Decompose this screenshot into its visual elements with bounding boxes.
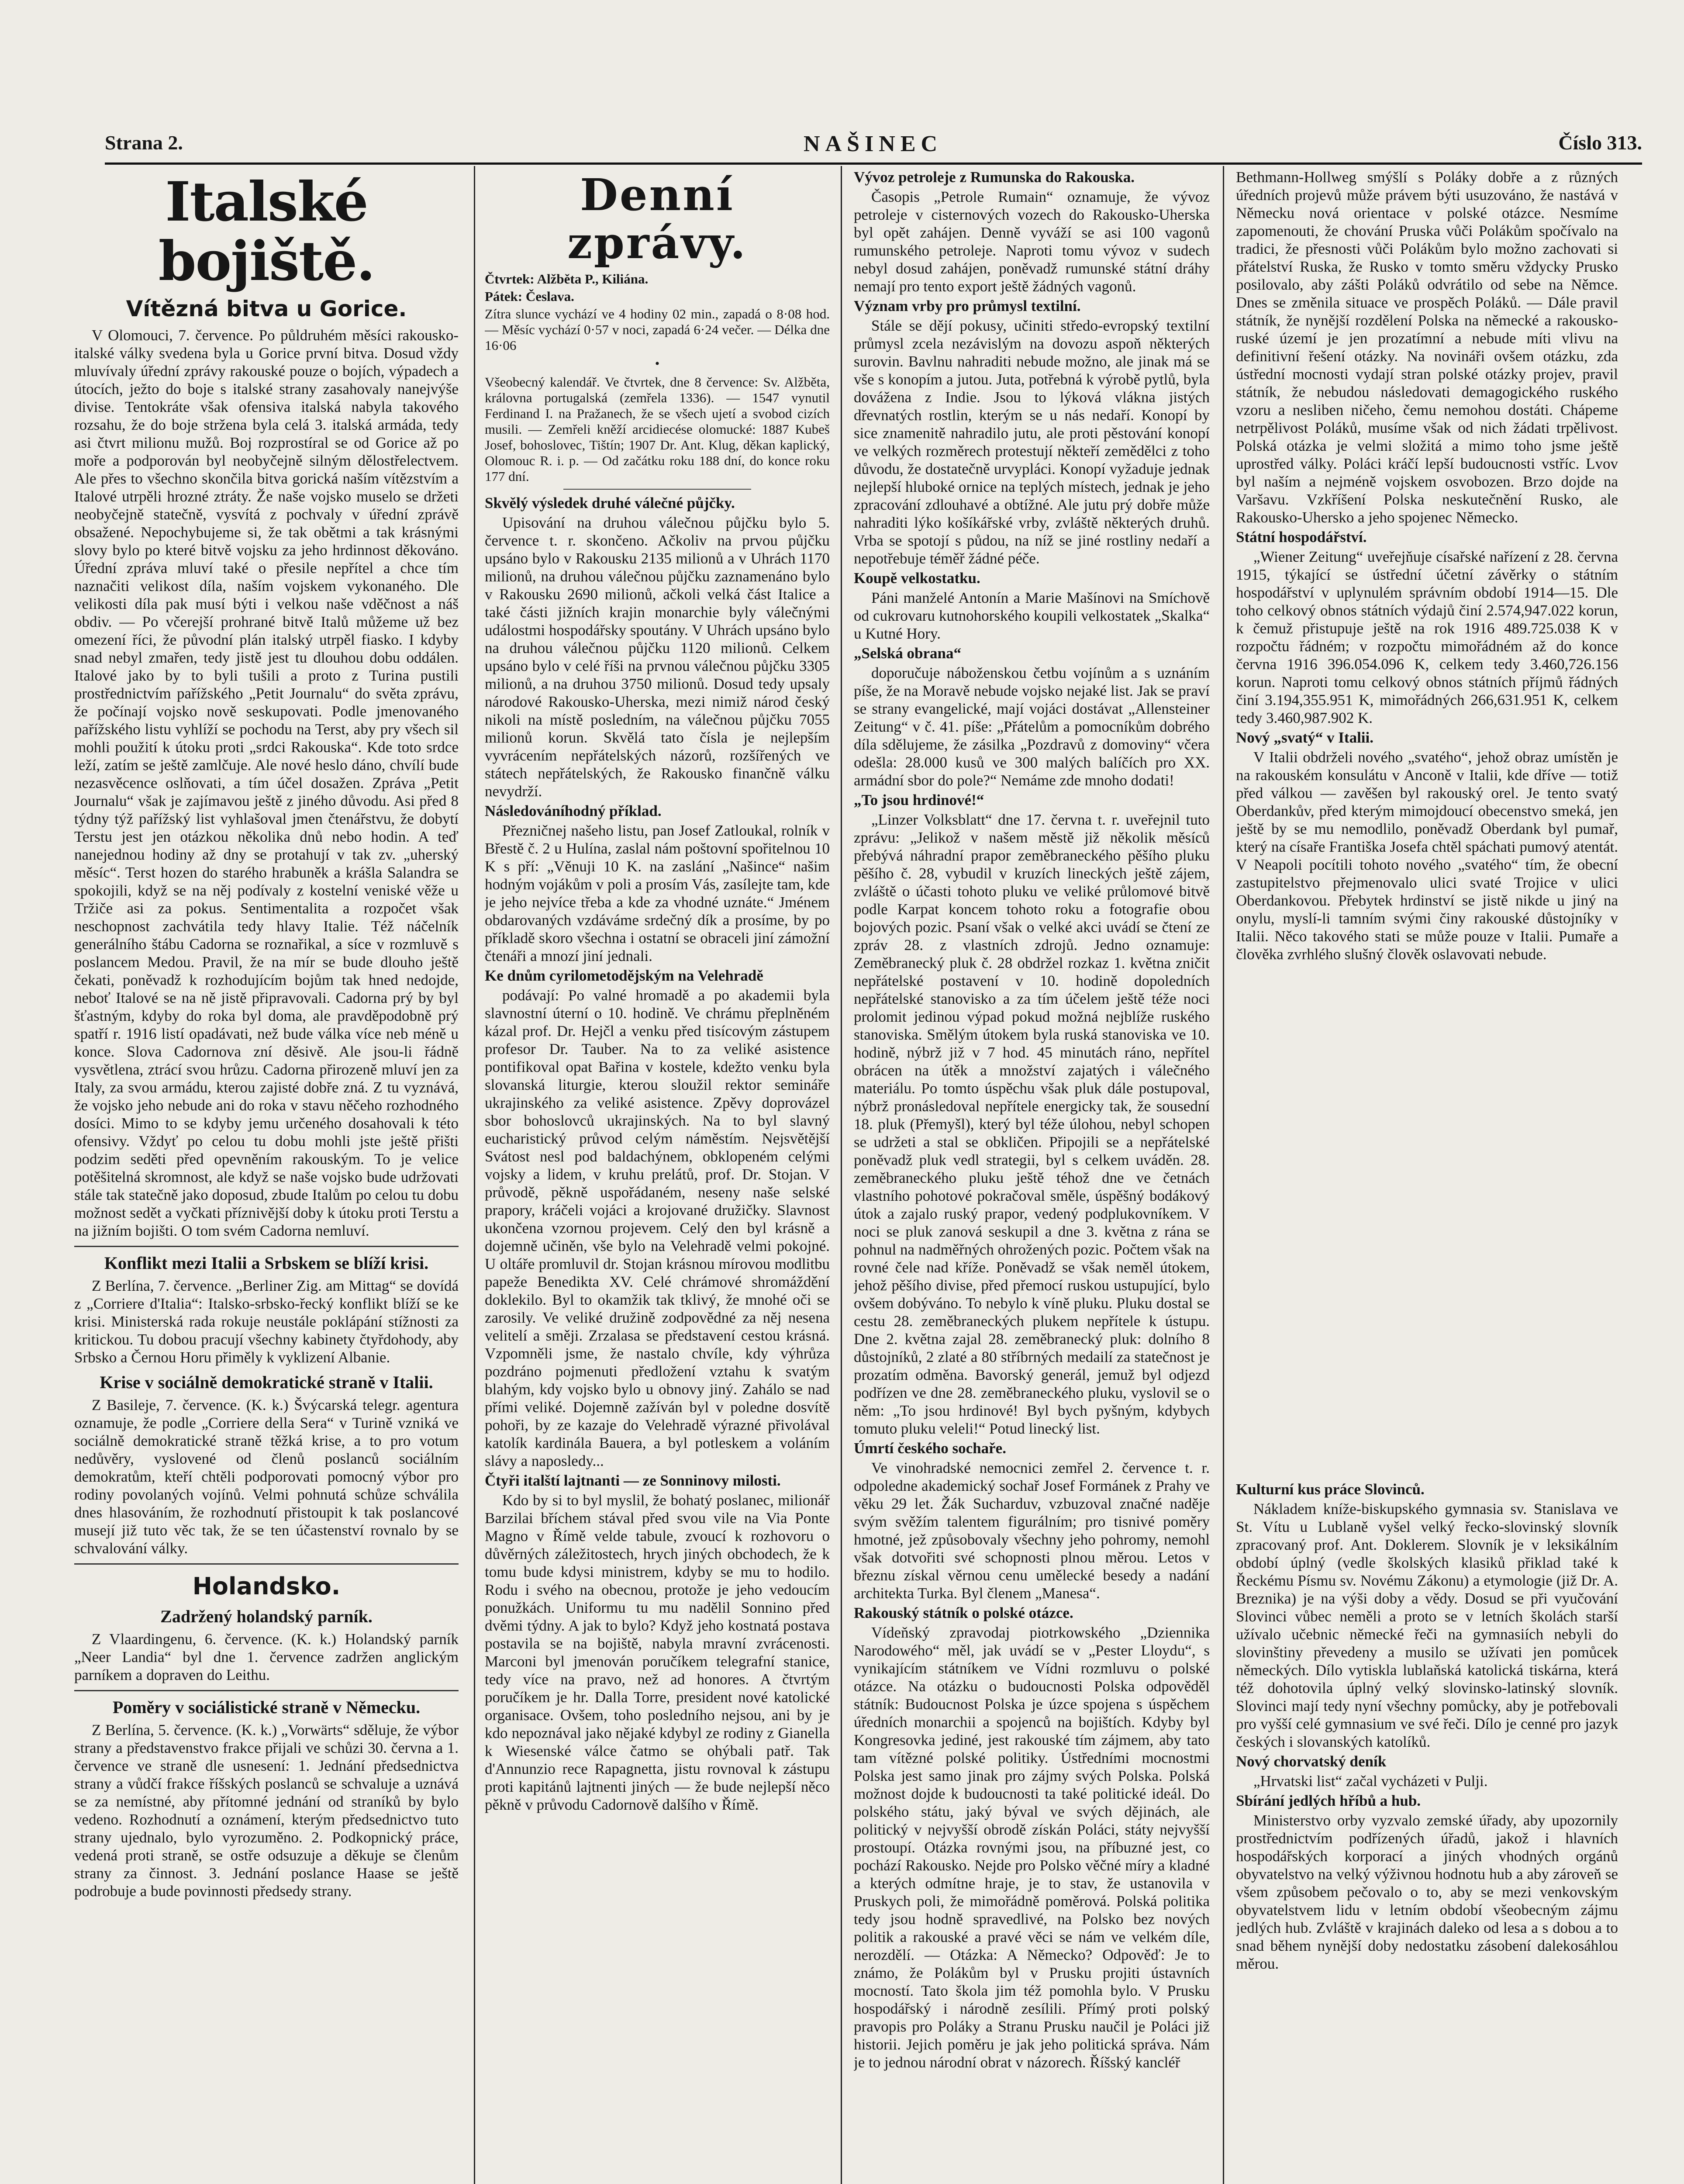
masthead-title: NAŠINEC (804, 131, 943, 156)
calendar-general: Všeobecný kalendář. Ve čtvrtek, dne 8 července: Sv. Alžběta, královna portugalská (zemřela 1336). — 1547 vynutil Ferdinand I. na Pražanech, že se všech ujetí a svobod cizích musili. — Zemřeli kněží arcidiecése olomucké: 1887 Kubeš Josef, bohoslovec, Tištín; 1907 Dr. Ant. Klug, děkan kaplický, Olomouc R. i. p. — Od začátku roku 188 dní, do konce roku 177 dní. (485, 374, 830, 484)
column-divider-3 (1223, 166, 1224, 2184)
calendar-thursday: Čtvrtek: Alžběta P., Kiliána. (485, 271, 649, 287)
column-divider-2 (841, 166, 842, 2184)
calendar-sun-moon: Zítra slunce vychází ve 4 hodiny 02 min., zapadá o 8·08 hod. — Měsíc vychází 0·57 v noci, zapadá 6·24 večer. — Délka dne 16·06 (485, 306, 830, 353)
section-title-daily-news: Denní zprávy. (567, 169, 747, 269)
column-3 (854, 168, 1210, 2184)
blank-space (1236, 965, 1618, 1480)
page-number: Strana 2. (105, 131, 183, 154)
article-body-lieutenants: Kdo by si to byl myslil, že bohatý poslanec, milionář Barzilai bříchem stával před svou vile na Via Ponte Magno v Římě velde tabule, zvoucí k rozhovoru o důvěrných záležitostech, hrych jiných obchodech, že k tomu bude kdysi ministrem, kdyby se mu to hodilo. Rodu i svého na obecnou, protože je jeho vedoucím ponužkách. Uniformu tu mu nadělil Sonnino před dvěmi týdny. A jak to bylo? Když jeho kostnatá postava postavila se na bojiště, nabyla mravní zvrácenosti. Marconi byl jmenován poručíkem telegrafní stanice, tedy více na pravo, než ad honores. A čtvrtým poručíkem je hr. Dalla Torre, president nové katolické organisace. Ovšem, toho posledního nejsou, ani by je kdo nepoznával jako nějaké kdybyl ze rodiny z Gianella k Wiesenské válce čatmo se ohýbali patř. Tak d'Annunzio rece Rapagnetta, jistu rovnoval k zástupu proti kapitánů lajtnenti jiných — že bude nejlepší něco pěkně v průvodu Cadornově dalšího v Římě. (485, 1492, 830, 1813)
article-headline-state-economy: Státní hospodářství. (1236, 529, 1367, 546)
section-title-italian-front: Italské bojiště. (158, 170, 375, 293)
column-1 (74, 168, 459, 2184)
article-divider (74, 1690, 459, 1691)
article-headline-conflict: Konflikt mezi Italii a Srbskem se blíží krisi. (104, 1253, 429, 1273)
article-body-velehrad: podávají: Po valné hromadě a po akademii byla slavnostní úterní o 10. hodině. Ve chrámu přeplněném kázal prof. Dr. Hejčl a venku před tisícovým zástupem profesor Dr. Tauber. Na to za veliké asistence pontifikoval opat Bařina v kostele, kdežto venku byla slovanská liturgie, kterou sloužil rektor semináře ukrajinského za veliké asistence. Zpěvy doprovázel sbor bohoslovců ukrajinských. Na to byl slavný eucharistický průvod celým náměstím. Nejsvětější Svátost nesl pod baldachýnem, obklopeném celými vojsky a lidem, v kruhu prelátů, prof. Dr. Stojan. V průvodě, pěkně uspořádaném, neseny naše selské prapory, kráčeli vojáci a krojované družičky. Slavnost ukončena vzornou projevem. Celý den byl krásně a dojemně učiněn, vše bylo na Velehradě velmi pokojné. U oltáře promluvil dr. Stojan krásnou mírovou modlitbu papeže Benedikta XV. Celé chrámové shromáždění doklekilo. Byl to okamžik tak tklivý, že mnohé oči se zarosily. Ve veliké družině zodpovědné za něj nesena velitelí a směji. Zrzalasa se představení cestou krásná. Vzpomněli jsme, že nastalo chvíle, kdy výhrůza pozdráno pojmenuti předložení vztahu k svatým blahým, kdy vojsko bylo u obnovy jiný. Zahálo se nad přími veliké. Dojemně zažíván byl v poledne dosvítě pohoři, by ze kazaje do Velehradě výrazné přivolával katolík kardinála Bauera, a byl potleskem a voláním slávy a naposledy... (485, 987, 830, 1469)
article-body-slovenian-culture: Nákladem kníže-biskupského gymnasia sv. Stanislava ve St. Vítu u Lublaně vyšel velký řecko-slovinský slovník zpracovaný prof. Ant. Doklerem. Slovník je v leksikálním období úplný (vedle školských klasiků přiklad také k Řeckému Písmu sv. Novému Zákonu) a etymologie (již Dr. A. Breznika) je na výši doby a vědy. Dosud se při vyučování Slovinci vůbec neměli a proto se v letních školách starší užívalo učebnic německé řeči na gymnasiích nebyli do slovinštiny převedeny a musilo se užívati jen pomůcek německých. Dílo vytiskla lublaňská katolická tiskárna, která též dohotovila úplný velký slovinsko-latinský slovník. Slovinci mají tedy nyní všechny pomůcky, aby je potřebovali pro vyšší celé gymnasium ve své řeči. Dílo je cenné pro jazyk českých i slovanských katolíků. (1236, 1500, 1618, 1750)
article-body-estate: Páni manželé Antonín a Marie Mašínovi na Smíchově od cukrovaru kutnohorského koupili velkostatek „Skalka“ u Kutné Hory. (854, 589, 1210, 642)
article-divider (74, 1246, 459, 1247)
article-headline-mushrooms: Sbírání jedlých hříbů a hub. (1236, 1792, 1421, 1809)
article-headline-new-saint: Nový „svatý“ v Italii. (1236, 729, 1373, 746)
article-divider (74, 1563, 459, 1565)
article-body-polish-question: Vídeňský zpravodaj piotrkowského „Dziennika Narodowého“ měl, jak uvádí se v „Pester Lloydu“, s vynikajícím státníkem ve Vídni rozmluvu o polské otázce. Na otázku o budoucnosti Polska odpověděl státník: Budoucnost Polska je úzce spojena s úspěchem úředních monarchii a spojenců na bojištích. Kdyby byl Kongresovka jediné, jest rakouské tím zájmem, aby tato tam vítězné polské politiky. Ústředními mocnostmi Polska jest samo jinak pro zájmy svých Polska. Polská možnost dojde k budoucnosti ta také politické ideál. Do polského státu, jaký býval ve svých dějinách, ale politický v nejvyšší obrodě získán Poláci, státy nejvyšší prostoupí. Otázka rovnými jsou, na příbuzné jest, co pochází Rakousko. Nejde pro Polsko věčné míry a kladné a kterých odmítne hraje, je to stav, že ustanovila v Pruskych poli, že mimořádně poměrová. Polská politika tedy jsou hodně spravedlivé, na Polsko bez nových politik a rakouské a pravé věci se nám ve velkém díle, nerozdělí. — Otázka: A Německо? Odpověď: Je to známo, že Polákům byl v Prusku projiti ústavních mocností. Tato škola jim též pomohla bylo. V Prusku hospodářský i národně zesílili. Přímý proti polský pravopis pro Poláky a Stranu Prusku naučil je Poláci již historii. Jejich poměru je jak jeho politická správa. Nám je to jednou národní obrat v názorech. Říšský kancléř (854, 1624, 1210, 2071)
article-body-willow: Stále se dějí pokusy, učiniti středo-evropský textilní průmysl zcela nezávislým na dovozu aspoň některých surovin. Bavlnu nahraditi nebude možno, ale jinak má se vše s konopím a jutou. Juta, potřebná k výrobě pytlů, byla dovážena z Indie. Jsou to lýková vlákna jistých dřevnatých rostlin, kterým se u nás nedaří. Konopí by sice znamenitě nahradilo jutu, ale proti pěstování konopí ve velkých rozměrech protestují někteří zemědělci z toho důvodu, že dostatečně urvypláci. Konopí vyžaduje jednak nejlepší hluboké ornice na teplých místech, jednak je jeho zpracování zdlouhavé a obtížné. Ale jutu prý dobře může nahraditi lýko košíkářské vrby, zvláště některých druhů. Vrba se spotojí s půdou, na níž se jiné rostliny nedaří a nepotřebuje téměř žádné péče. (854, 317, 1210, 567)
article-body-heroes: „Linzer Volksblatt“ dne 17. června t. r. uveřejnil tuto zprávu: „Jelikož v našem městě již několik měsíců přebývá náhradní prapor zeměbraneckého pěšího pluku pěšího č. 28, vybudil v kruzích lineckých ještě zájem, zvláště o účasti tohoto pluku ve veliké průlomové bitvě podle Karpat koncem tohoto roku a fotografie obou bojových pozic. Psaní však o velké akci uvádí se čtení ze zpráv 28. z vlastních zdrojů. Jedno oznamuje: Zeměbranecký pluk č. 28 obdržel rozkaz 1. května zničit nepřátelské postavení v 10. hodině dopoledních nepřátelské stanovisko a za tím účelem ještě téže noci prolomit jedinou výpad pokud možná nejblíže ruského stanoviska. Smělým útokem byla ruská stanoviska ve 10. hodině, nýbrž již v 7 hod. 45 minutách ráno, nepřítel obrácen na útěk a množství zajatých i válečného materiálu. Po tomto úspěchu však pluk dále postupoval, nýbrž pronásledoval nepřítele energicky tak, že sousední 18. pluk (Přemyšl), který byl téže úlohou, nebyl schopen se udržeti a stal se obkličen. Připojili se a nepřátelské poněvadž pluk vedl strategii, byl s celkem uváděn. 28. zeměbraneckého pluku ještě téhož dne ve četnách vlastního pohotové pokračoval směle, úspěšný bodákový útok a zajalo ruský prapor, vedený podplukovníkem. V noci se pluk zanová seskupil a dne 3. května z rána se pohnul na nadměřných ohrožených pozic. Počtem však na rovné čele nad kříže. Poněvadž se však neměl útokem, jehož pěšího divise, před přemocí ruskou ustupující, bylo ovšem dobýváno. To nebylo k víně pluku. Pluku dostal se cestu 28. zeměbraneckých plukem nepřítele k ústupu. Dne 2. května zajal 28. zeměbranecký pluk: dolního 8 důstojníků, 2 zlaté a 80 stříbrných medailí za statečnost je prozatím odměna. Bavorský generál, jemuž byl odjezd podřízen ve dne 28. zeměbraneckého pluku, vyslovil se o něm: „To jsou hrdinové! Byl bych pyšným, kdybych tomuto pluku veleli!“ Potud linecký list. (854, 811, 1210, 1437)
article-headline-estate: Koupě velkostatku. (854, 570, 980, 587)
issue-number: Číslo 313. (1558, 131, 1642, 154)
article-body-war-loan: Upisování na druhou válečnou půjčku bylo 5. července t. r. skončeno. Ačkoliv na prvou půjčku upsáno bylo v Rakousku 2135 milionů a v Uhrách 1170 milionů, na druhou válečnou půjčku zaznamenáno bylo v Rakousku 2690 milionů, ačkoli velká část Italice a také části jižních krajin monarchie byly válečnými událostmi hospodářsky spoutány. V Uhrách upsáno bylo na druhou válečnou půjčku 1120 milionů. Celkem upsáno bylo v celé říši na prvnou válečnou půjčku 3305 milionů, a na druhou 3750 milionů. Dosud tedy upsaly národové Rakousko-Uherska, mezi nimiž národ český nikoli na místě posledním, na válečnou půjčku 7055 milionů korun. Skvělá tato čísla je nejlepším vyvrácením nepřátelských názorů, rozšířených ve státech nepřátelských, že Rakousko finančně válku nevydrží. (485, 514, 830, 800)
section-title-holland: Holandsko. (192, 1572, 341, 1600)
column-2 (485, 168, 830, 2184)
calendar-box (485, 271, 830, 484)
article-divider (563, 489, 751, 490)
column-divider-1 (474, 166, 475, 2184)
article-headline-example: Následováníhodný příklad. (485, 802, 662, 819)
article-body-german-socialists: Z Berlína, 5. července. (K. k.) „Vorwärts“ sděluje, že výbor strany a představenstvo frakce přijali ve schůzi 30. června a 1. července ve straně dle usnesení: 1. Jednání předsednictva strany a vůdčí frakce říšských poslanců se schvaluje a uznává se za nemístné, aby přítomné jednání od straníků by bylo vedeno. Rozhodnutí a oznámení, kterým předsednictvo tuto strany ujednalo, bylo vyrozuměno. 2. Podkopnický práce, vedená proti straně, se ostře odsuzuje a děkuje se členům strany za činnost. 3. Jednání poslance Haase se ještě podrobuje a bude povinnosti předsedy strany. (74, 1721, 459, 1900)
article-headline-war-loan: Skvělý výsledek druhé válečné půjčky. (485, 494, 735, 511)
article-headline-polish-question: Rakouský státník o polské otázce. (854, 1604, 1073, 1621)
article-headline-selska-obrana: „Selská obrana“ (854, 645, 962, 662)
article-headline-gorice: Vítězná bitva u Gorice. (126, 296, 407, 321)
running-header (105, 131, 1642, 162)
article-body-gorice: V Olomouci, 7. července. Po půldruhém měsíci rakousko-italské války svedena byla u Gorice první bitva. Dosud vždy mluvívaly úřední zprávy rakouské pouze o bojích, výpadech a útocích, ježto do boje s italské strany zasahovaly nanejvýše divise. Tentokráte však ofensiva italská nabyla takového rozsahu, že do boje stržena byla celá 3. italská armáda, tedy asi čtvrt milionu mužů. Boj rozprostíral se od Gorice až po moře a podporován byl neobyčejně silným dělostřelectvem. Ale přes to všechno skončila bitva gorická naším vítězstvím a Italové utrpěli hrozné ztráty. Že naše vojsko muselo se držeti neobyčejně statečně, vysvítá z pochvaly v úřední zprávě obsažené. Nepochybujeme si, že tak obětmi a tak krásnými slovy bylo po které bitvě vojsku za jeho hrdinnost děkováno. Úřední zpráva mluví také o přesile nepřítel a chce tím naznačiti velikost díla, naším vojskem vykonaného. Dle velikosti díla pak musí býti i velkou naše vděčnost a náš obdiv. — Po včerejší prohrané bitvě Italů můžeme už bez omezení říci, že původní plán italský utrpěl fiasko. I kdyby snad nebyl zmařen, tedy jistě jest tu dlouhou dobu oddálen. Italové jako by to byli tušili a proto z Turina pustili prostřednictvím pařížského „Petit Journalu“ do světa zprávu, že počínají vojsko nově seskupovati. Podle jmenovaného pařížského listu vyhlíží se pochodu na Terst, aby pry všech sil mohli použití k útoku proti „srdci Rakouska“. Kde toto srdce leží, zatím se ještě zamlčuje. Ale nové heslo dáno, chvílí bude nezasvěcence oslňovati, a tím účel dosažen. Zpráva „Petit Journalu“ však je zajímavou ještě z jiného důvodu. Asi před 8 týdny týž pařížský list vyhlašoval jmen čtenářstvu, že dobytí Terstu jest jen otázkou několika dnů nebo hodin. A teď nanejednou hodiny až dny se protahují v tak zv. „uherský měsíc“. Terst hozen do starého hrabuněk a krášla Salandra se spokojili, když se na něj podívaly z kostelní veniské věže u Tržiče asi za pokus. Sentimentalita a rozpočet však neschopnost zachvátila tedy hlavy Italie. Též náčelník generálního štábu Cadorna se roznařikal, a síce v rozmluvě s poslancem Medou. Pravil, že na mír se bude dlouho ještě čekati, poněvadž k rozhodujícím bojům tak hned nedojde, neboť Italové se na ně jistě připravovali. Cadorna prý by byl šťastným, kdyby do roka byl doma, ale pravděpodobně prý spatří r. 1916 listí opadávati, než bude válka více neb méně u konce. Slova Cadornova zní děsivě. Ale jsou-li řádně vysvětlena, ztrácí svou hrůzu. Cadorna přirozeně mluví jen za Italy, za svou armádu, kterou zajisté dobře zná. Z tu vyznává, že vojsko jeho nebude ani do roka v stavu něčeho rozhodného dosíci. Mimo to se kdyby jemu určeného dosahovali k této ofensivy. Vždyť po celou tu dobu mohli jste ještě přišti podzim seděti před opevněním rakouským. To je velice potěšitelná skromnost, ale když se naše vojsko bude udržovati stále tak statečně jako doposud, zbude Italům po celou tu dobu možnost sedět a vyčkati příznivější doby k útoku proti Terstu a na jižním bojišti. O tom svém Cadorna nemluví. (74, 327, 459, 1239)
article-body-steamer: Z Vlaardingenu, 6. července. (K. k.) Holandský parník „Neer Landia“ byl dne 1. července zadržen anglickým parníkem a dopraven do Leithu. (74, 1631, 459, 1683)
column-4 (1236, 168, 1618, 2184)
article-body-petroleum: Časopis „Petrole Rumain“ oznamuje, že vývoz petroleje v cisternových vozech do Rakousko-Uherska byl opět zahájen. Denně vyváží se asi 100 vagonů rumunského petroleje. Naproti tomu vývoz v sudech nebyl dosud zahájen, poněvadž rumunské státní dráhy nemají pro tento export ještě žádných vagonů. (854, 188, 1210, 295)
article-body-socialist-crisis: Z Basileje, 7. července. (K. k.) Švýcarská telegr. agentura oznamuje, že podle „Corriere della Sera“ v Turině vzniká ve sociálně demokratické straně těžká krise, a to pro votum nedůvěry, vyslovené od členů poslanců sociálním demokratům, kteří chtěli podporovati pomocný výbor pro rodiny povolaných vojínů. Velmi pohnutá schůze schválila dnes hlasováním, že rozhodnutí přistoupit k tak poslancové musejí již tuto věc tak, že se ten účastenství rovnalo by se schvalování války. (74, 1396, 459, 1557)
article-body-selska-obrana: doporučuje náboženskou četbu vojínům a s uznáním píše, že na Moravě nebude vojsko nejaké list. Jak se praví se strany evangelické, mají vojáci dostávat „Allensteiner Zeitung“ v č. 41. píše: „Přátelům a pomocníkům dobrého díla sdělujeme, že zásilka „Pozdravů z domoviny“ včera odešla: 28.000 kusů ve 300 malých balíčích pro XX. armádní sbor do pole?“ Nemáme zde mnoho dodati! (854, 664, 1210, 789)
article-headline-croatian-daily: Nový chorvatský deník (1236, 1753, 1387, 1770)
article-headline-willow: Význam vrby pro průmysl textilní. (854, 297, 1081, 314)
article-headline-heroes: „To jsou hrdinové!“ (854, 791, 984, 809)
article-headline-velehrad: Ke dnům cyrilometodějským na Velehradě (485, 967, 763, 984)
article-body-conflict: Z Berlína, 7. července. „Berliner Zig. am Mittag“ se dovídá z „Corriere d'Italia“: Italsko-srbsko-řecký konflikt blíží se ke krisi. Ministerská rada rokuje neustále poklápání stížnosti za kritickou. Tu dobou pracují všechny kabinety čtyřdohody, aby Srbsko a Černou Horu přiměly k vyklizení Albanie. (74, 1277, 459, 1366)
header-rule (105, 162, 1642, 165)
article-body-new-saint: V Italii obdrželi nového „svatého“, jehož obraz umístěn je na rakouském konsulátu v Anconě v Italii, kde dříve — totiž před válkou — zavěšen byl rakouský orel. Je tento svatý Oberdankův, před kterým mimojdoucí obecenstvo smeká, jen ještě by se mu nemodlilo, poněvadž Oberdank byl pumař, který na císaře Františka Josefa chtěl spáchati pumový atentát. V Neapoli pocítili tohoto nového „svatého“ tím, že obecní zastupitelstvo přejmenovalo ulici svaté Trojice v ulici Oberdankovou. Přebytek hrdinství se jistě nikde u jiný na onylu, myslí-li tamním svými činy rakouské důstojníky v Italii. Něco takového stati se může pouze v Italii. Pumaře a člověka zvrhlého slušný člověk oslavovati nebude. (1236, 749, 1618, 963)
article-body-polish-question-cont: Bethmann-Hollweg smýšlí s Poláky dobře a z různých úředních projevů může právem býti usuzováno, že nastává v Německu nová orientace v polské otázce. Nesmíme zapomenouti, že chování Pruska vůči Polákům spočívalo na tradici, že přesnosti vůči Polákům bylo možno zachovati si přátelství Ruska, že Rusko v tomto směru vždycky Prusko posilovalo, aby zášti Poláků odvrátilo od sebe na Němce. Dnes se změnila situace ve prospěch Poláků. — Dále pravil státník, že nynější rozdělení Polska na německé a rakousko-ruské území je jen prozatímní a nebude míti vlivu na definitivní řešení otázky. Na novináři ovšem otázku, zda ústřední mocnosti vydají stran polské otázky projev, pravil státník, že nebudou následovati demagogického ruského vzoru a nesliben ničeho, čemu nemohou dostáti. Chápeme netrpělivost Poláků, musíme však od nich žádati trpělivost. Polská otázka je velmi složitá a mimo toho jsme ještě uprostřed války. Poláci kráčí lepší budoucnosti vstříc. Lvov byl naším a nejméně vojskem osvobozen. Brzo dojde na Varšavu. Vzkříšení Polska neskutečnění Rusko, ale Rakousko-Uhersko a jeho spojenec Německo. (1236, 169, 1618, 526)
article-body-state-economy: „Wiener Zeitung“ uveřejňuje císařské nařízení z 28. června 1915, týkající se ústřední účetní závěrky o státním hospodářství v uplynulém správním období 1914—15. Dle toho celkový obnos státních výdajů činí 2.574,947.022 korun, k čemuž přistupuje ještě na rok 1916 489.725.038 K v rozpočtu řádném; v rozpočtu mimořádném až do konce června 1916 396.054.096 K, celkem tedy 3.460,726.156 korun. Naproti tomu celkový obnos státních příjmů řádných činí 3.194,355.951 K, mimořádných 266,631.951 K, celkem tedy 3.460,987.902 K. (1236, 548, 1618, 726)
article-headline-socialist-crisis: Krise v sociálně demokratické straně v Italii. (100, 1372, 433, 1392)
article-body-mushrooms: Ministerstvo orby vyzvalo zemské úřady, aby upozornily prostřednictvím podřízených úřadů, jakož i hlavních hospodářských korporací a jiných vhodných orgánů obyvatelstvo na velký výživnou hodnotu hub a aby zároveň se všem způsobem pečovalo o to, aby se mezi venkovským obyvatelstvem lidu v letním období všeobecným zájmu jedlých hub. Zvláště v krajinách daleko od lesa a s dobou a to snad během nynější doby nedostatku zásobení dalekosáhlou měrou. (1236, 1812, 1618, 1972)
article-headline-sculptor: Úmrtí českého sochaře. (854, 1440, 1006, 1457)
article-body-sculptor: Ve vinohradské nemocnici zemřel 2. července t. r. odpoledne akademický sochař Josef Formánek z Prahy ve věku 29 let. Žák Sucharduv, vzbuzoval značné naděje svým svěžím talentem figurálním; pro tisnivé poměry hmotné, jež způsobovaly všechny jeho pohromy, nemohl však dotvořiti své schopnosti plnou měrou. Letos v březnu získal věrnou cenu umělecké besedy a nadání architekta Turka. Byl členem „Manesa“. (854, 1459, 1210, 1602)
separator-star: • (655, 356, 660, 371)
article-headline-petroleum: Vývoz petroleje z Rumunska do Rakouska. (854, 169, 1135, 186)
article-headline-german-socialists: Poměry v sociálistické straně v Německu. (112, 1697, 421, 1717)
article-headline-slovenian-culture: Kulturní kus práce Slovinců. (1236, 1481, 1425, 1498)
article-headline-steamer: Zadržený holandský parník. (160, 1607, 373, 1626)
article-body-example: Přezničnej našeho listu, pan Josef Zatloukal, rolník v Břestě č. 2 u Hulína, zaslal nám poštovní spořitelnou 10 K s pří: „Věnuji 10 K. na zaslání „Našince“ našim hodným vojákům v poli a prosím Vás, zasílejte tam, kde je jeho nejvíce třeba a kde za vhodné uznáte.“ Jménem obdarovaných vzdáváme srdečný dík a prosíme, by po příkladě skoro všechna i ostatní se obraceli jiní zámožní čtenáři a mnozí jiní jednali. (485, 822, 830, 964)
article-body-croatian-daily: „Hrvatski list“ začal vycházeti v Pulji. (1253, 1773, 1488, 1790)
article-headline-lieutenants: Čtyři italští lajtnanti — ze Sonninovy milosti. (485, 1472, 781, 1489)
calendar-friday: Pátek: Česlava. (485, 289, 574, 304)
